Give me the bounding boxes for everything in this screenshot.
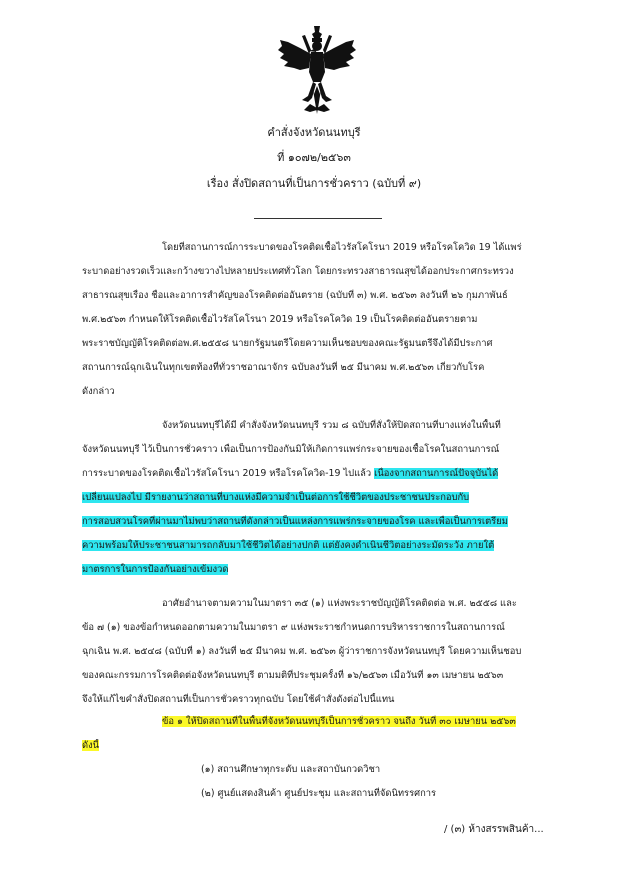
highlighted-line bbox=[82, 515, 564, 528]
paragraph-line: โดยที่สถานการณ์การระบาดของโรคติดเชื้อไวรัสโคโรนา 2019 หรือโรคโควิด 19 ได้แพร่ bbox=[162, 242, 522, 253]
continuation-reference: / (๓) ห้างสรรพสินค้า... bbox=[444, 824, 544, 835]
highlighted-line bbox=[82, 539, 564, 552]
divider bbox=[254, 218, 382, 219]
highlighted-text: การสอบสวนโรคที่ผ่านมาไม่พบว่าสถานที่ดังกล่าวเป็นแหล่งการแพร่กระจายของโรค และเพื่อเป็นการเตรียม bbox=[82, 516, 508, 527]
paragraph-line: จังหวัดนนทบุรีได้มี คำสั่งจังหวัดนนทบุรี รวม ๘ ฉบับที่สั่งให้ปิดสถานที่บางแห่งในพื้นที่ bbox=[162, 420, 501, 431]
highlighted-text: ความพร้อมให้ประชาชนสามารถกลับมาใช้ชีวิตได้อย่างปกติ แต่ยังคงดำเนินชีวิตอย่างระมัดระวัง ภายใต้ bbox=[82, 540, 495, 551]
paragraph-line: พระราชบัญญัติโรคติดต่อพ.ศ.๒๕๕๘ นายกรัฐมนตรีโดยความเห็นชอบของคณะรัฐมนตรีจึงได้มีประกาศ bbox=[82, 338, 493, 349]
highlighted-line bbox=[82, 563, 564, 576]
paragraph-line: อาศัยอำนาจตามความในมาตรา ๓๕ (๑) แห่งพระราชบัญญัติโรคติดต่อ พ.ศ. ๒๕๕๘ และ bbox=[162, 598, 517, 609]
highlighted-text: เนื่องจากสถานการณ์ปัจจุบันได้ bbox=[374, 468, 499, 479]
paragraph-line: ฉุกเฉิน พ.ศ. ๒๕๔๘ (ฉบับที่ ๑) ลงวันที่ ๒๕ มีนาคม พ.ศ. ๒๕๖๓ ผู้ว่าราชการจังหวัดนนทบุรี โดยความเห็นชอบ bbox=[82, 646, 522, 657]
paragraph-line: ระบาดอย่างรวดเร็วและกว้างขวางไปหลายประเทศทั่วโลก โดยกระทรวงสาธารณสุขได้ออกประกาศกระทรวง bbox=[82, 266, 514, 277]
clause-line bbox=[162, 715, 564, 728]
paragraph-line: ข้อ ๗ (๑) ของข้อกำหนดออกตามความในมาตรา ๙ แห่งพระราชกำหนดการบริหารราชการในสถานการณ์ bbox=[82, 622, 505, 633]
list-item: (๒) ศูนย์แสดงสินค้า ศูนย์ประชุม และสถานที่จัดนิทรรศการ bbox=[201, 788, 437, 799]
paragraph-line: ของคณะกรรมการโรคติดต่อจังหวัดนนทบุรี ตามมติที่ประชุมครั้งที่ ๑๖/๒๕๖๓ เมื่อวันที่ ๑๓ เมษายน ๒๕๖๓ bbox=[82, 670, 504, 681]
paragraph-line: สาธารณสุขเรื่อง ชื่อและอาการสำคัญของโรคติดต่ออันตราย (ฉบับที่ ๓) พ.ศ. ๒๕๖๓ ลงวันที่ ๒๖ กุมภาพันธ์ bbox=[82, 290, 508, 301]
highlighted-line bbox=[82, 491, 564, 504]
order-number: ที่ ๑๐๗๒/๒๕๖๓ bbox=[277, 151, 351, 164]
garuda-emblem-icon bbox=[278, 24, 356, 116]
highlighted-text: ดังนี้ bbox=[82, 740, 100, 751]
clause-line bbox=[82, 739, 564, 752]
highlighted-text: มาตรการในการป้องกันอย่างเข้มงวด bbox=[82, 564, 229, 575]
list-item: (๑) สถานศึกษาทุกระดับ และสถาบันกวดวิชา bbox=[201, 764, 381, 775]
paragraph-text: การระบาดของโรคติดเชื้อไวรัสโคโรนา 2019 หรือโรคโควิด-19 ไปแล้ว bbox=[82, 468, 375, 479]
highlighted-text: เปลี่ยนแปลงไป มีรายงานว่าสถานที่บางแห่งมีความจำเป็นต่อการใช้ชีวิตของประชาชนประกอบกับ bbox=[82, 492, 470, 503]
order-title: คำสั่งจังหวัดนนทบุรี bbox=[267, 126, 361, 139]
highlighted-text: ข้อ ๑ ให้ปิดสถานที่ในพื้นที่จังหวัดนนทบุรีเป็นการชั่วคราว จนถึง วันที่ ๓๐ เมษายน ๒๕๖๓ bbox=[162, 716, 516, 727]
paragraph-line: สถานการณ์ฉุกเฉินในทุกเขตท้องที่ทั่วราชอาณาจักร ฉบับลงวันที่ ๒๕ มีนาคม พ.ศ.๒๕๖๓ เกี่ยวกับโรค bbox=[82, 362, 485, 373]
paragraph-line: ดังกล่าว bbox=[82, 386, 115, 397]
order-subject: เรื่อง สั่งปิดสถานที่เป็นการชั่วคราว (ฉบับที่ ๙) bbox=[206, 177, 422, 190]
paragraph-line bbox=[82, 467, 564, 480]
paragraph-line: จึงให้แก้ไขคำสั่งปิดสถานที่เป็นการชั่วคราวทุกฉบับ โดยใช้คำสั่งดังต่อไปนี้แทน bbox=[82, 694, 395, 705]
paragraph-line: จังหวัดนนทบุรี ไว้เป็นการชั่วคราว เพื่อเป็นการป้องกันมิให้เกิดการแพร่กระจายของเชื้อโรคในสถานการณ์ bbox=[82, 444, 500, 455]
paragraph-line: พ.ศ.๒๕๖๓ กำหนดให้โรคติดเชื้อไวรัสโคโรนา 2019 หรือโรคโควิด 19 เป็นโรคติดต่ออันตรายตาม bbox=[82, 314, 478, 325]
